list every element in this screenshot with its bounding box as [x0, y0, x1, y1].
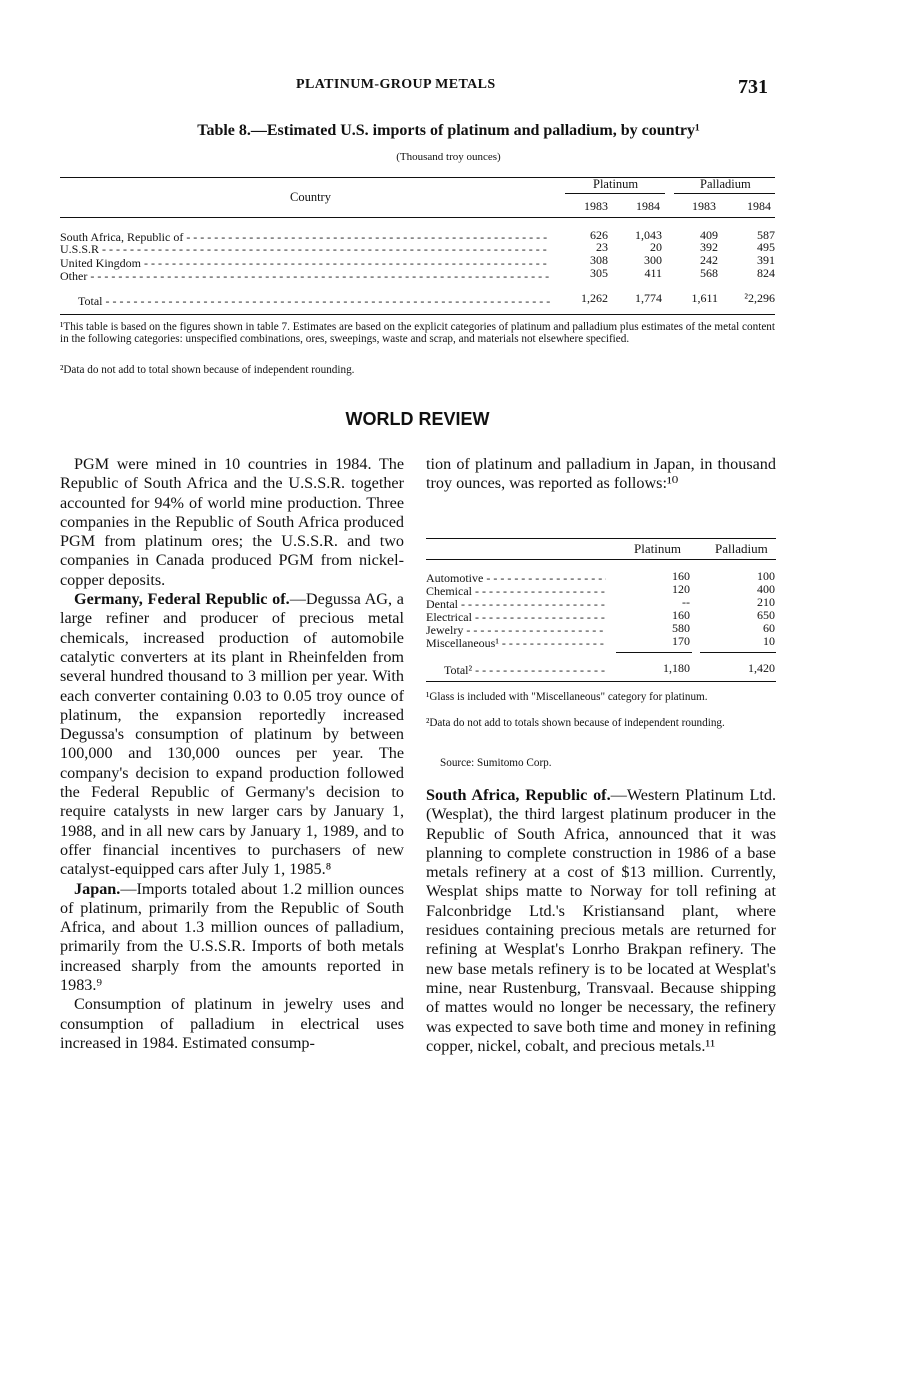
- table-total-label: Total - - -: [78, 294, 550, 309]
- table-cell: 308: [590, 253, 608, 267]
- table-cell: 568: [700, 266, 718, 280]
- table8-bottom-rule: [60, 314, 775, 315]
- paragraph-heading: Japan.: [74, 879, 121, 898]
- page-number: 731: [738, 76, 768, 98]
- table-total-cell: ²2,296: [744, 291, 775, 305]
- table-cell: 170: [672, 634, 690, 648]
- table-row-label: Electrical - - -: [426, 610, 606, 625]
- table-cell: 580: [672, 621, 690, 635]
- table-cell: 100: [757, 569, 775, 583]
- japan-total-rule: [616, 652, 692, 653]
- paragraph-heading: South Africa, Republic of.: [426, 786, 611, 804]
- table8-platinum-rule: [565, 193, 665, 194]
- japan-table-bottom-rule: [426, 681, 776, 682]
- table-cell: 400: [757, 582, 775, 596]
- paragraph-heading: Germany, Federal Republic of.: [74, 590, 290, 609]
- table-row-label: Dental - - -: [426, 597, 606, 612]
- table8-footnote-1: ¹This table is based on the figures shown in table 7. Estimates are based on the explicit categories of platinum and palladium plus estimates of the metal content in the following categories: unspecified combinations, ores, sweepings, waste and scrap, and materials not elsewhere specified.: [60, 321, 775, 345]
- table-cell: 392: [700, 240, 718, 254]
- table-cell: 210: [757, 595, 775, 609]
- table8-year: 1983: [692, 199, 716, 213]
- running-head: PLATINUM-GROUP METALS: [296, 77, 496, 92]
- table8-header-rule: [60, 217, 775, 218]
- table-row-label: Jewelry - - -: [426, 623, 606, 638]
- table-row-label: Automotive - - -: [426, 571, 606, 586]
- table-cell: 242: [700, 253, 718, 267]
- table-cell: 411: [644, 266, 662, 280]
- table-cell: 300: [644, 253, 662, 267]
- paragraph: Consumption of platinum in jewelry uses and consumption of palladium in electrical uses increased in 1984. Estimated consump-: [60, 995, 404, 1052]
- right-column-intro: [426, 455, 776, 494]
- table8-palladium-rule: [674, 193, 775, 194]
- japan-table-top-rule: [426, 538, 776, 539]
- table-total-label: Total² - - -: [444, 663, 606, 678]
- table-cell: 60: [763, 621, 775, 635]
- paragraph: South Africa, Republic of.—Western Platinum Ltd. (Wesplat), the third largest platinum producer in the Republic of South Africa, announced that it was planning to complete construction in 1986 of a base metals refinery at a cost of $13 million. Currently, Wesplat ships matte to Norway for toll refining at Falconbridge Ltd.'s Kristiansand plant, where residues containing precious metals are returned for refining at Wesplat's Lonrho Brakpan refinery. The new base metals refinery is to be located at Wesplat's mine, near Rustenburg, Transvaal. Because shipping of mattes would no longer be necessary, the refinery was expected to save both time and money in refining copper, nickel, cobalt, and precious metals.¹¹: [426, 786, 776, 1055]
- table-total-cell: 1,611: [691, 291, 718, 305]
- table-cell: 20: [650, 240, 662, 254]
- paragraph: Japan.—Imports totaled about 1.2 million ounces of platinum, primarily from the Republic of South Africa, and about 1.3 million ounces of palladium, primarily from the U.S.S.R. Imports of both metals increased sharply from the amounts reported in 1983.⁹: [60, 879, 404, 995]
- table-row-label: Miscellaneous¹ - - -: [426, 636, 606, 651]
- table8-footnote-2: ²Data do not add to total shown because of independent rounding.: [60, 364, 355, 376]
- table-cell: 587: [757, 228, 775, 242]
- table-cell: 495: [757, 240, 775, 254]
- table8-year: 1984: [747, 199, 771, 213]
- table-cell: 305: [590, 266, 608, 280]
- table-cell: --: [682, 595, 690, 609]
- table8-header-platinum: Platinum: [593, 177, 639, 191]
- table8-title: Table 8.—Estimated U.S. imports of platinum and palladium, by country¹: [197, 122, 700, 139]
- table-total-cell: 1,262: [581, 291, 608, 305]
- japan-header-palladium: Palladium: [715, 541, 768, 556]
- table8-subtitle: (Thousand troy ounces): [396, 151, 501, 163]
- table8-header-country: Country: [290, 190, 331, 204]
- table-cell: 10: [763, 634, 775, 648]
- paragraph: tion of platinum and palladium in Japan, in thousand troy ounces, was reported as follows:¹⁰: [426, 455, 776, 493]
- table-row-label: United Kingdom - - -: [60, 256, 550, 271]
- japan-table-source: Source: Sumitomo Corp.: [440, 757, 552, 769]
- table-cell: 650: [757, 608, 775, 622]
- table-total-cell: 1,774: [635, 291, 662, 305]
- table8-top-rule: [60, 177, 775, 178]
- table-row-label: South Africa, Republic of - - -: [60, 230, 550, 245]
- table-row-label: Chemical - - -: [426, 584, 606, 599]
- table-cell: 626: [590, 228, 608, 242]
- paragraph: PGM were mined in 10 countries in 1984. The Republic of South Africa and the U.S.S.R. together accounted for 94% of world mine production. Three companies in the Republic of South Africa produced PGM from platinum ores; the U.S.S.R. and two companies in Canada produced PGM from nickel-copper deposits.: [60, 455, 404, 589]
- table-cell: 160: [672, 569, 690, 583]
- left-column: [60, 455, 404, 1053]
- table-cell: 391: [757, 253, 775, 267]
- table8-year: 1983: [584, 199, 608, 213]
- table-cell: 824: [757, 266, 775, 280]
- right-column: [426, 786, 776, 1056]
- japan-table-header-rule: [426, 559, 776, 560]
- japan-header-platinum: Platinum: [634, 541, 681, 556]
- table-row-label: Other - - -: [60, 269, 550, 284]
- japan-footnote-1: ¹Glass is included with "Miscellaneous" category for platinum.: [426, 691, 708, 703]
- table8-header-palladium: Palladium: [700, 177, 751, 191]
- table-cell: 160: [672, 608, 690, 622]
- section-title: WORLD REVIEW: [345, 409, 490, 429]
- table-cell: 23: [596, 240, 608, 254]
- paragraph: Germany, Federal Republic of.—Degussa AG, a large refiner and producer of precious metal chemicals, increased production of automobile catalytic converters at its plant in Rheinfelden from several hundred thousand to 3 million per year. With each converter containing 0.03 to 0.05 troy ounce of platinum, the expansion reportedly increased Degussa's consumption of platinum by between 100,000 and 130,000 ounces per year. The company's decision to expand production followed the Federal Republic of Germany's decision to require catalysts in new larger cars by January 1, 1988, and in all new cars by January 1, 1989, and to offer financial incentives to purchasers of new catalyst-equipped cars after July 1, 1985.⁸: [60, 590, 404, 879]
- table-cell: 409: [700, 228, 718, 242]
- table-row-label: U.S.S.R - - -: [60, 242, 550, 257]
- japan-total-rule: [700, 652, 776, 653]
- table-total-cell: 1,180: [663, 661, 690, 675]
- table8-year: 1984: [636, 199, 660, 213]
- table-cell: 1,043: [635, 228, 662, 242]
- japan-footnote-2: ²Data do not add to totals shown because of independent rounding.: [426, 717, 725, 729]
- table-total-cell: 1,420: [748, 661, 775, 675]
- table-cell: 120: [672, 582, 690, 596]
